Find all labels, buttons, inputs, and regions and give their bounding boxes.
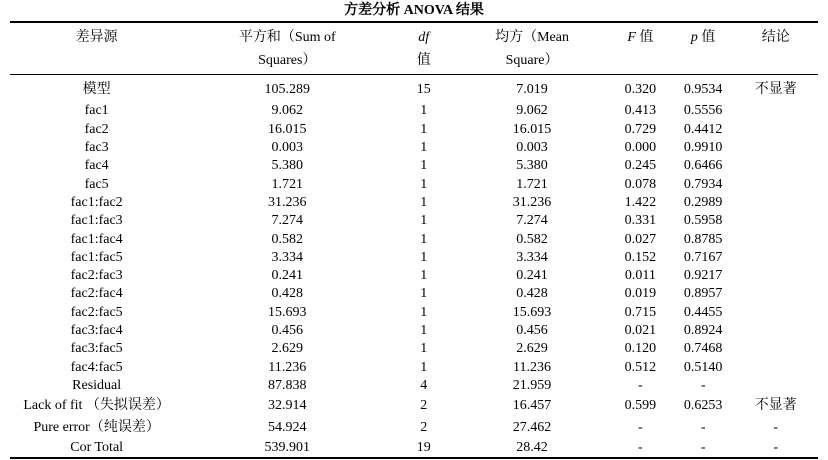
cell-sum-of-squares: 9.062 [271, 103, 304, 119]
cell-df: 1 [420, 158, 428, 174]
table-row [10, 267, 818, 285]
cell-source: fac1:fac5 [70, 249, 123, 265]
cell-p-value: 0.7167 [683, 249, 723, 265]
cell-source: Cor Total [10, 439, 183, 458]
cell-source: fac1:fac2 [70, 194, 123, 210]
cell-df: 1 [420, 249, 428, 265]
cell-source: fac1 [84, 103, 109, 119]
header-mean-square: 均方（Mean Square） [456, 22, 608, 75]
cell-f-value: 0.078 [624, 176, 657, 192]
cell-conclusion [733, 139, 818, 157]
cell-source: fac3:fac5 [70, 341, 123, 357]
cell-source: fac2 [84, 121, 109, 137]
cell-conclusion: 不显著 [754, 82, 797, 98]
table-row [10, 285, 818, 303]
header-sum-of-squares: 平方和（Sum of Squares） [183, 22, 391, 75]
cell-p-value: 0.5958 [683, 213, 723, 229]
header-f-value: F 值 [608, 22, 673, 75]
cell-mean-square: 28.42 [456, 439, 608, 458]
cell-sum-of-squares: 0.428 [271, 286, 304, 302]
table-row [10, 439, 818, 458]
table-row [10, 417, 818, 439]
cell-conclusion [733, 340, 818, 358]
cell-source: Residual [72, 377, 122, 393]
cell-sum-of-squares: 7.274 [271, 213, 304, 229]
cell-source: fac1:fac4 [70, 231, 123, 247]
cell-source: fac2:fac3 [70, 268, 123, 284]
cell-df: 1 [420, 194, 428, 210]
cell-source: fac5 [84, 176, 109, 192]
cell-df: 1 [420, 323, 428, 338]
cell-p-value: 0.8785 [683, 231, 723, 247]
cell-conclusion [733, 230, 818, 248]
cell-sum-of-squares: 0.003 [271, 140, 304, 156]
table-title: 方差分析 ANOVA 结果 [344, 3, 484, 18]
cell-df: 1 [420, 341, 428, 357]
cell-mean-square: 0.003 [516, 140, 548, 156]
cell-p-value: - [700, 377, 706, 393]
cell-sum-of-squares: 0.456 [271, 323, 304, 338]
cell-conclusion [733, 304, 818, 322]
cell-df: 1 [420, 213, 428, 229]
cell-conclusion: 不显著 [754, 398, 797, 414]
header-df: df 值 [391, 22, 456, 75]
cell-p-value: 0.7934 [683, 176, 723, 192]
cell-mean-square: 16.457 [512, 398, 552, 414]
cell-p-value: - [673, 439, 734, 458]
cell-sum-of-squares: 5.380 [271, 158, 304, 174]
table-row [10, 175, 818, 193]
cell-f-value: 0.011 [624, 268, 656, 284]
cell-p-value: 0.4412 [683, 121, 723, 137]
table-row [10, 121, 818, 139]
cell-p-value: 0.6253 [683, 398, 723, 414]
cell-mean-square: 15.693 [512, 304, 552, 320]
table-row [10, 377, 818, 395]
cell-p-value: 0.5140 [683, 359, 723, 375]
cell-p-value: 0.7468 [683, 341, 723, 357]
cell-mean-square: 7.274 [516, 213, 548, 229]
table-row [10, 358, 818, 376]
table-row [10, 395, 818, 417]
cell-mean-square: 21.959 [512, 377, 552, 393]
cell-mean-square: 11.236 [513, 359, 552, 375]
cell-p-value: 0.5556 [683, 103, 723, 119]
cell-f-value: 0.331 [624, 213, 657, 229]
cell-mean-square: 1.721 [516, 176, 548, 192]
cell-f-value: 0.729 [624, 121, 657, 137]
cell-df: 1 [420, 286, 428, 302]
cell-f-value: 1.422 [624, 194, 657, 210]
cell-source: Pure error（纯误差） [33, 420, 160, 436]
cell-df: 1 [420, 176, 428, 192]
cell-sum-of-squares: 105.289 [264, 82, 311, 98]
header-row [10, 22, 818, 75]
cell-df: 1 [420, 121, 428, 137]
cell-sum-of-squares: 16.015 [268, 121, 307, 137]
cell-mean-square: 0.428 [516, 286, 548, 302]
cell-conclusion [733, 121, 818, 139]
cell-f-value: 0.019 [624, 286, 657, 302]
cell-sum-of-squares: 3.334 [271, 249, 304, 265]
cell-sum-of-squares: 539.901 [183, 439, 391, 458]
cell-conclusion [733, 358, 818, 376]
cell-df: 4 [420, 377, 428, 393]
cell-source: fac4:fac5 [70, 359, 123, 375]
cell-p-value: - [700, 420, 706, 436]
cell-conclusion [733, 377, 818, 395]
cell-sum-of-squares: 2.629 [271, 341, 304, 357]
header-source: 差异源 [10, 22, 183, 75]
cell-sum-of-squares: 87.838 [268, 377, 307, 393]
table-row [10, 139, 818, 157]
cell-f-value: 0.599 [624, 398, 657, 414]
cell-f-value: 0.715 [624, 304, 657, 320]
cell-mean-square: 2.629 [516, 341, 548, 357]
cell-df: 1 [420, 140, 428, 156]
cell-f-value: - [638, 377, 643, 393]
cell-f-value: 0.152 [624, 249, 657, 265]
cell-source: fac4 [84, 158, 109, 174]
cell-conclusion [733, 175, 818, 193]
cell-f-value: 0.021 [624, 323, 657, 338]
cell-mean-square: 27.462 [512, 420, 552, 436]
cell-source: fac1:fac3 [70, 213, 123, 229]
anova-table [10, 21, 818, 459]
cell-p-value: 0.2989 [683, 194, 723, 210]
cell-f-value: 0.320 [624, 82, 657, 98]
cell-df: 1 [420, 231, 428, 247]
cell-df: 1 [420, 268, 428, 284]
cell-conclusion: - [773, 420, 779, 436]
header-conclusion: 结论 [733, 22, 818, 75]
cell-conclusion [733, 212, 818, 230]
cell-df: 1 [420, 304, 428, 320]
table-body [10, 75, 818, 459]
table-row [10, 194, 818, 212]
cell-source: fac3:fac4 [70, 323, 123, 338]
cell-source: fac2:fac5 [70, 304, 123, 320]
cell-conclusion: - [733, 439, 818, 458]
cell-mean-square: 5.380 [516, 158, 548, 174]
cell-source: 模型 [82, 82, 111, 98]
cell-conclusion [733, 285, 818, 303]
cell-p-value: 0.4455 [683, 304, 723, 320]
cell-conclusion [733, 249, 818, 267]
cell-f-value: 0.120 [624, 341, 657, 357]
cell-sum-of-squares: 11.236 [268, 359, 307, 375]
cell-sum-of-squares: 31.236 [268, 194, 307, 210]
cell-df: 1 [420, 103, 428, 119]
cell-conclusion [733, 267, 818, 285]
cell-p-value: 0.8957 [683, 286, 723, 302]
cell-conclusion [733, 102, 818, 120]
cell-f-value: - [608, 439, 673, 458]
cell-p-value: 0.9217 [683, 268, 723, 284]
cell-f-value: 0.413 [624, 103, 657, 119]
table-row [10, 304, 818, 322]
cell-f-value: 0.512 [624, 359, 657, 375]
cell-conclusion [733, 157, 818, 175]
cell-p-value: 0.9534 [683, 82, 723, 98]
cell-df: 2 [420, 420, 428, 436]
cell-conclusion [733, 322, 818, 340]
cell-mean-square: 3.334 [516, 249, 548, 265]
table-row [10, 102, 818, 120]
table-row [10, 75, 818, 103]
cell-mean-square: 7.019 [516, 82, 548, 98]
cell-df: 1 [420, 359, 428, 375]
cell-mean-square: 0.582 [516, 231, 548, 247]
cell-p-value: 0.6466 [683, 158, 723, 174]
cell-sum-of-squares: 54.924 [268, 420, 307, 436]
cell-mean-square: 9.062 [516, 103, 548, 119]
cell-f-value: 0.000 [624, 140, 657, 156]
cell-mean-square: 31.236 [512, 194, 552, 210]
table-row [10, 230, 818, 248]
table-row [10, 212, 818, 230]
cell-mean-square: 16.015 [512, 121, 552, 137]
cell-sum-of-squares: 32.914 [268, 398, 307, 414]
cell-df: 15 [416, 82, 431, 98]
cell-source: fac3 [84, 140, 109, 156]
cell-df: 19 [391, 439, 456, 458]
cell-p-value: 0.8924 [683, 323, 723, 338]
cell-sum-of-squares: 0.582 [271, 231, 304, 247]
table-row [10, 249, 818, 267]
table-row [10, 340, 818, 358]
cell-f-value: 0.027 [624, 231, 657, 247]
cell-source: Lack of fit （失拟误差） [23, 398, 170, 414]
cell-sum-of-squares: 15.693 [268, 304, 307, 320]
table-row [10, 157, 818, 175]
cell-f-value: - [638, 420, 643, 436]
cell-mean-square: 0.456 [516, 323, 548, 338]
header-p-value: p 值 [673, 22, 734, 75]
cell-sum-of-squares: 1.721 [271, 176, 304, 192]
table-row [10, 322, 818, 340]
cell-mean-square: 0.241 [516, 268, 548, 284]
cell-sum-of-squares: 0.241 [271, 268, 304, 284]
cell-p-value: 0.9910 [683, 140, 723, 156]
cell-df: 2 [420, 398, 428, 414]
cell-source: fac2:fac4 [70, 286, 123, 302]
cell-f-value: 0.245 [624, 158, 657, 174]
cell-conclusion [733, 194, 818, 212]
